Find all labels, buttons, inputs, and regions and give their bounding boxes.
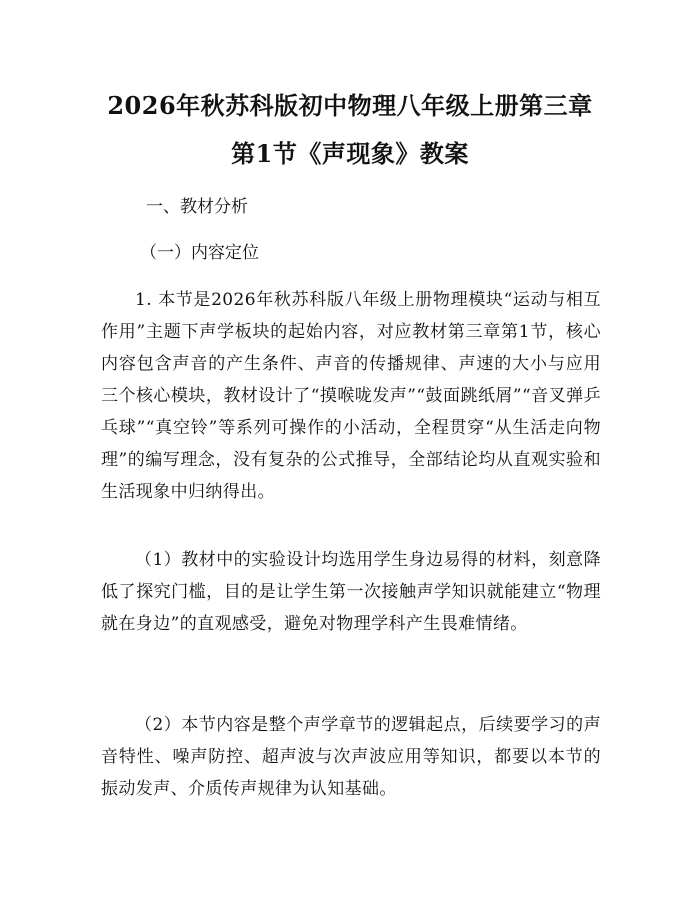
paragraph-1: 1. 本节是2026年秋苏科版八年级上册物理模块“运动与相互作用”主题下声学板块的起始内容，对应教材第三章第1节，核心内容包含声音的产生条件、声音的传播规律、声速的大小与应用三个核心模块，教材设计了“摸喉咙发声”“鼓面跳纸屑”“音叉弹乒乓球”“真空铃”等系列可操作的小活动，全程贯穿“从生活走向物理”的编写理念，没有复杂的公式推导，全部结论均从直观实验和生活现象中归纳得出。 — [101, 290, 601, 502]
section-heading-textbook-analysis: 一、教材分析 — [146, 197, 248, 217]
document-title-line-2: 第1节《声现象》教案 — [231, 139, 469, 168]
paragraph-3: （2）本节内容是整个声学章节的逻辑起点，后续要学习的声音特性、噪声防控、超声波与次声波应用等知识，都要以本节的振动发声、介质传声规律为认知基础。 — [101, 715, 601, 799]
document-title-line-1: 2026年秋苏科版初中物理八年级上册第三章 — [107, 91, 593, 120]
paragraph-2: （1）教材中的实验设计均选用学生身边易得的材料，刻意降低了探究门槛，目的是让学生第一次接触声学知识就能建立“物理就在身边”的直观感受，避免对物理学科产生畏难情绪。 — [101, 550, 601, 634]
subsection-heading-content-positioning: （一）内容定位 — [140, 243, 259, 263]
